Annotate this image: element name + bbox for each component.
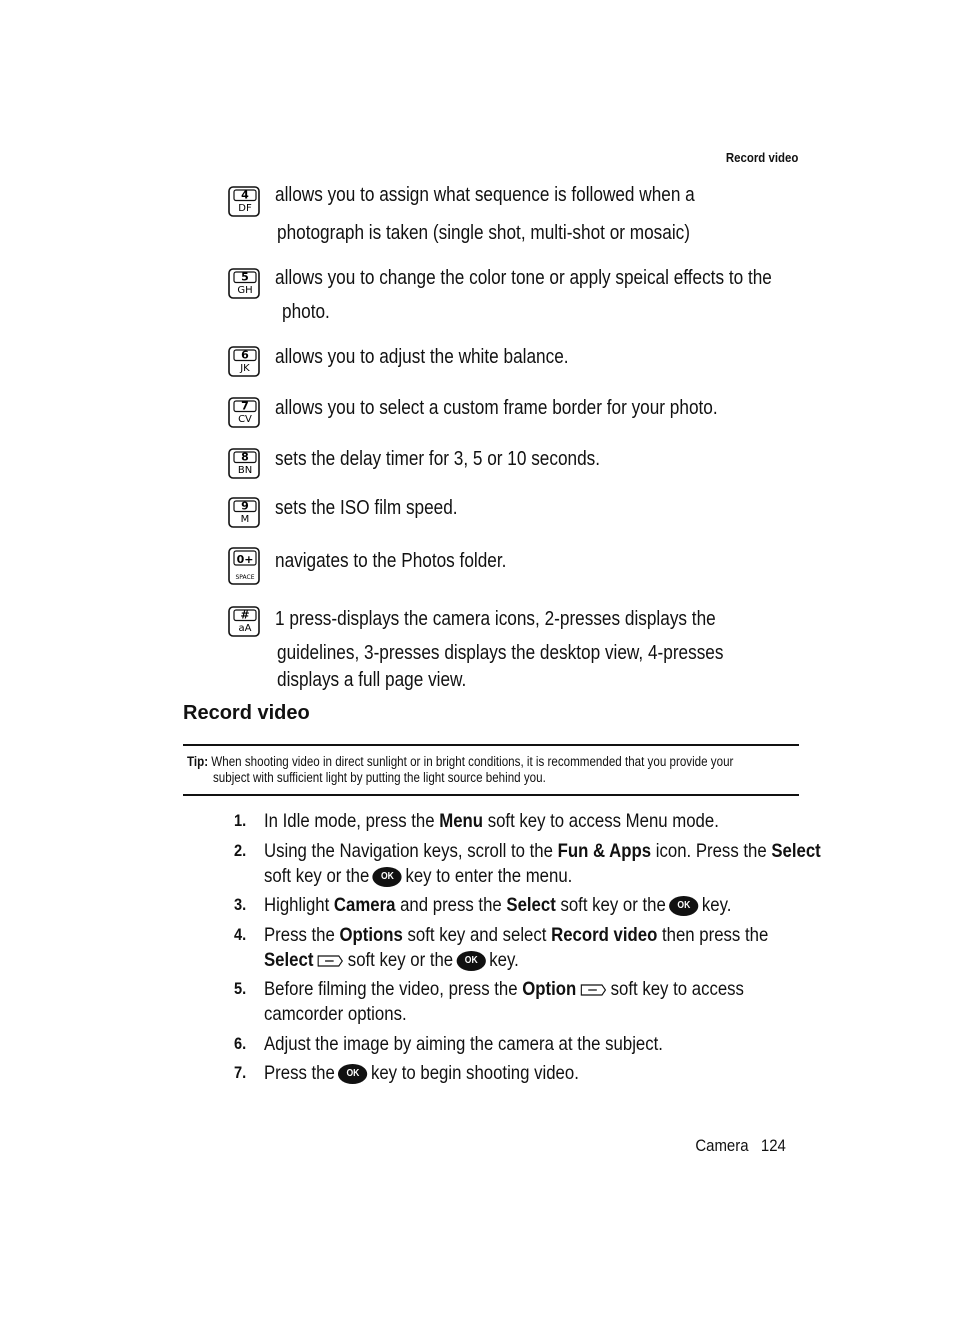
ok-key-icon: OK — [669, 896, 698, 916]
page-footer — [683, 1136, 786, 1156]
step-text: Press the Options soft key and select Record video then press the — [264, 924, 769, 946]
tip-label: Tip: — [187, 754, 209, 769]
step-number: 5. — [234, 979, 247, 998]
key-top-label: 8 — [241, 450, 249, 464]
key-description-line: 1 press-displays the camera icons, 2-presses displays the — [275, 608, 716, 630]
footer-chapter: Camera — [695, 1136, 749, 1155]
step-text: In Idle mode, press the Menu soft key to access Menu mode. — [264, 810, 719, 832]
soft-key-icon — [317, 953, 345, 969]
key-6-icon — [228, 346, 258, 376]
tip-line-2: subject with sufficient light by putting the light source behind you. — [213, 770, 546, 785]
step-text: soft key or the OK key to enter the menu. — [264, 865, 573, 887]
section-title: Record video — [183, 702, 310, 724]
key-bottom-label: SPACE — [235, 574, 255, 581]
step-text: Before filming the video, press the Option soft key to access — [264, 978, 744, 1000]
key-bottom-label: JK — [240, 363, 250, 374]
tip-line-1 — [187, 754, 734, 770]
key-bottom-label: aA — [238, 623, 252, 634]
key-description-line: allows you to assign what sequence is followed when a — [275, 184, 695, 206]
key-top-label: 0+ — [236, 553, 254, 566]
key-description-line: navigates to the Photos folder. — [275, 550, 507, 572]
step-text: Highlight Camera and press the Select soft key or the OK key. — [264, 894, 732, 916]
key-bottom-label: BN — [237, 465, 253, 476]
key-5-icon — [228, 268, 258, 298]
key-top-label: # — [240, 608, 250, 622]
tip-text-1: When shooting video in direct sunlight or in bright conditions, it is recommended that you provide your — [211, 754, 734, 769]
key-top-label: 4 — [241, 188, 249, 202]
key-description-line: allows you to change the color tone or apply speical effects to the — [275, 267, 772, 289]
key-description-line: photograph is taken (single shot, multi-shot or mosaic) — [277, 222, 691, 244]
key-description-line: allows you to adjust the white balance. — [275, 346, 569, 368]
step-number: 3. — [234, 895, 247, 914]
ok-key-icon: OK — [457, 951, 486, 971]
key-bottom-label: M — [240, 514, 250, 525]
key-description-line: sets the delay timer for 3, 5 or 10 seconds. — [275, 448, 601, 470]
tip-bottom-rule — [183, 794, 799, 796]
step-number: 2. — [234, 841, 247, 860]
key-0-icon — [228, 547, 258, 581]
key-bottom-label: GH — [237, 285, 253, 296]
key-top-label: 7 — [241, 399, 249, 413]
key-hash-icon — [228, 606, 258, 636]
key-description-line: photo. — [282, 301, 330, 323]
key-description-line: displays a full page view. — [277, 669, 467, 691]
step-text: Press the OK key to begin shooting video. — [264, 1062, 579, 1084]
step-number: 6. — [234, 1034, 247, 1053]
key-description-line: guidelines, 3-presses displays the desktop view, 4-presses — [277, 642, 724, 664]
step-number: 1. — [234, 811, 247, 830]
ok-key-icon: OK — [373, 867, 402, 887]
step-number: 4. — [234, 925, 247, 944]
ok-key-icon: OK — [338, 1064, 367, 1084]
key-top-label: 6 — [241, 348, 249, 362]
key-description-line: sets the ISO film speed. — [275, 497, 458, 519]
key-bottom-label: CV — [238, 414, 252, 425]
key-9-icon — [228, 497, 258, 527]
step-text: Select soft key or the OK key. — [264, 949, 519, 971]
tip-top-rule — [183, 744, 799, 746]
step-number: 7. — [234, 1063, 247, 1082]
key-8-icon — [228, 448, 258, 478]
key-top-label: 5 — [241, 270, 249, 284]
running-header: Record video — [725, 150, 798, 165]
key-bottom-label: DF — [238, 203, 252, 214]
soft-key-icon — [580, 982, 608, 998]
page-number: 124 — [761, 1136, 786, 1155]
step-text: camcorder options. — [264, 1003, 407, 1025]
key-4-icon — [228, 186, 258, 216]
key-description-line: allows you to select a custom frame border for your photo. — [275, 397, 718, 419]
key-top-label: 9 — [241, 499, 249, 513]
key-7-icon — [228, 397, 258, 427]
step-text: Using the Navigation keys, scroll to the Fun & Apps icon. Press the Select — [264, 840, 821, 862]
step-text: Adjust the image by aiming the camera at the subject. — [264, 1033, 663, 1055]
